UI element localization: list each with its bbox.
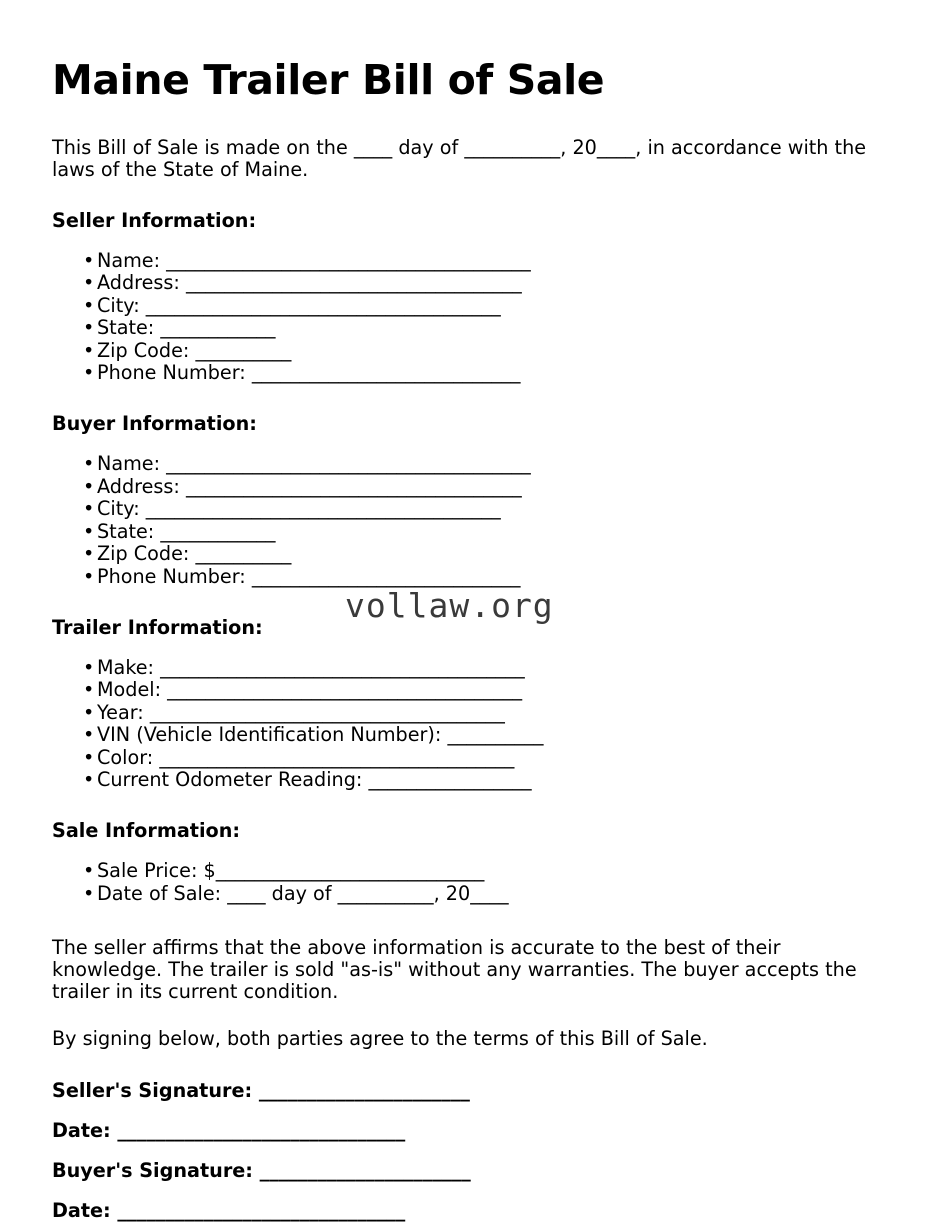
buyer-signature-line: Buyer's Signature: ______________________ <box>52 1159 471 1183</box>
list-item: • Make: ______________________________________ <box>52 657 891 679</box>
section-heading-seller: Seller Information: <box>52 209 257 233</box>
section-heading-sale: Sale Information: <box>52 819 241 843</box>
section-heading-buyer: Buyer Information: <box>52 412 257 436</box>
seller-field-list <box>52 232 891 384</box>
trailer-field-list <box>52 639 891 791</box>
list-item: • State: ____________ <box>52 521 891 543</box>
section-heading-trailer: Trailer Information: <box>52 615 263 639</box>
list-item: • Sale Price: $____________________________ <box>52 860 891 882</box>
list-item: • Model: _____________________________________ <box>52 679 891 701</box>
buyer-date-line: Date: ______________________________ <box>52 1199 406 1222</box>
list-item: • Current Odometer Reading: _________________ <box>52 769 891 791</box>
list-item: • Phone Number: ____________________________ <box>52 566 891 588</box>
signature-block <box>52 1050 891 1222</box>
list-item: • Year: _____________________________________ <box>52 702 891 724</box>
list-item: • City: _____________________________________ <box>52 498 891 520</box>
list-item: • Phone Number: ____________________________ <box>52 362 891 384</box>
list-item: • VIN (Vehicle Identification Number): __________ <box>52 724 891 746</box>
list-item: • Zip Code: __________ <box>52 340 891 362</box>
signing-statement-paragraph: By signing below, both parties agree to the terms of this Bill of Sale. <box>52 1027 708 1051</box>
list-item: • State: ____________ <box>52 317 891 339</box>
watermark: vollaw.org <box>345 586 554 625</box>
list-item: • Color: _____________________________________ <box>52 747 891 769</box>
buyer-field-list <box>52 435 891 587</box>
list-item: • Date of Sale: ____ day of __________, 20____ <box>52 883 891 905</box>
intro-paragraph: This Bill of Sale is made on the ____ day of __________, 20____, in accordance with the laws of the State of Maine. <box>52 136 867 182</box>
affirmation-paragraph: The seller affirms that the above information is accurate to the best of their knowledge. The trailer is sold "as-is" without any warranties. The buyer accepts the trailer in its current condition. <box>52 936 857 1004</box>
list-item: • Zip Code: __________ <box>52 543 891 565</box>
list-item: • Address: ___________________________________ <box>52 272 891 294</box>
page-title: Maine Trailer Bill of Sale <box>52 56 605 104</box>
list-item: • City: _____________________________________ <box>52 295 891 317</box>
seller-signature-line: Seller's Signature: ______________________ <box>52 1079 470 1103</box>
sale-field-list <box>52 842 891 905</box>
list-item: • Name: ______________________________________ <box>52 453 891 475</box>
seller-date-line: Date: ______________________________ <box>52 1119 406 1143</box>
list-item: • Address: ___________________________________ <box>52 476 891 498</box>
list-item: • Name: ______________________________________ <box>52 250 891 272</box>
